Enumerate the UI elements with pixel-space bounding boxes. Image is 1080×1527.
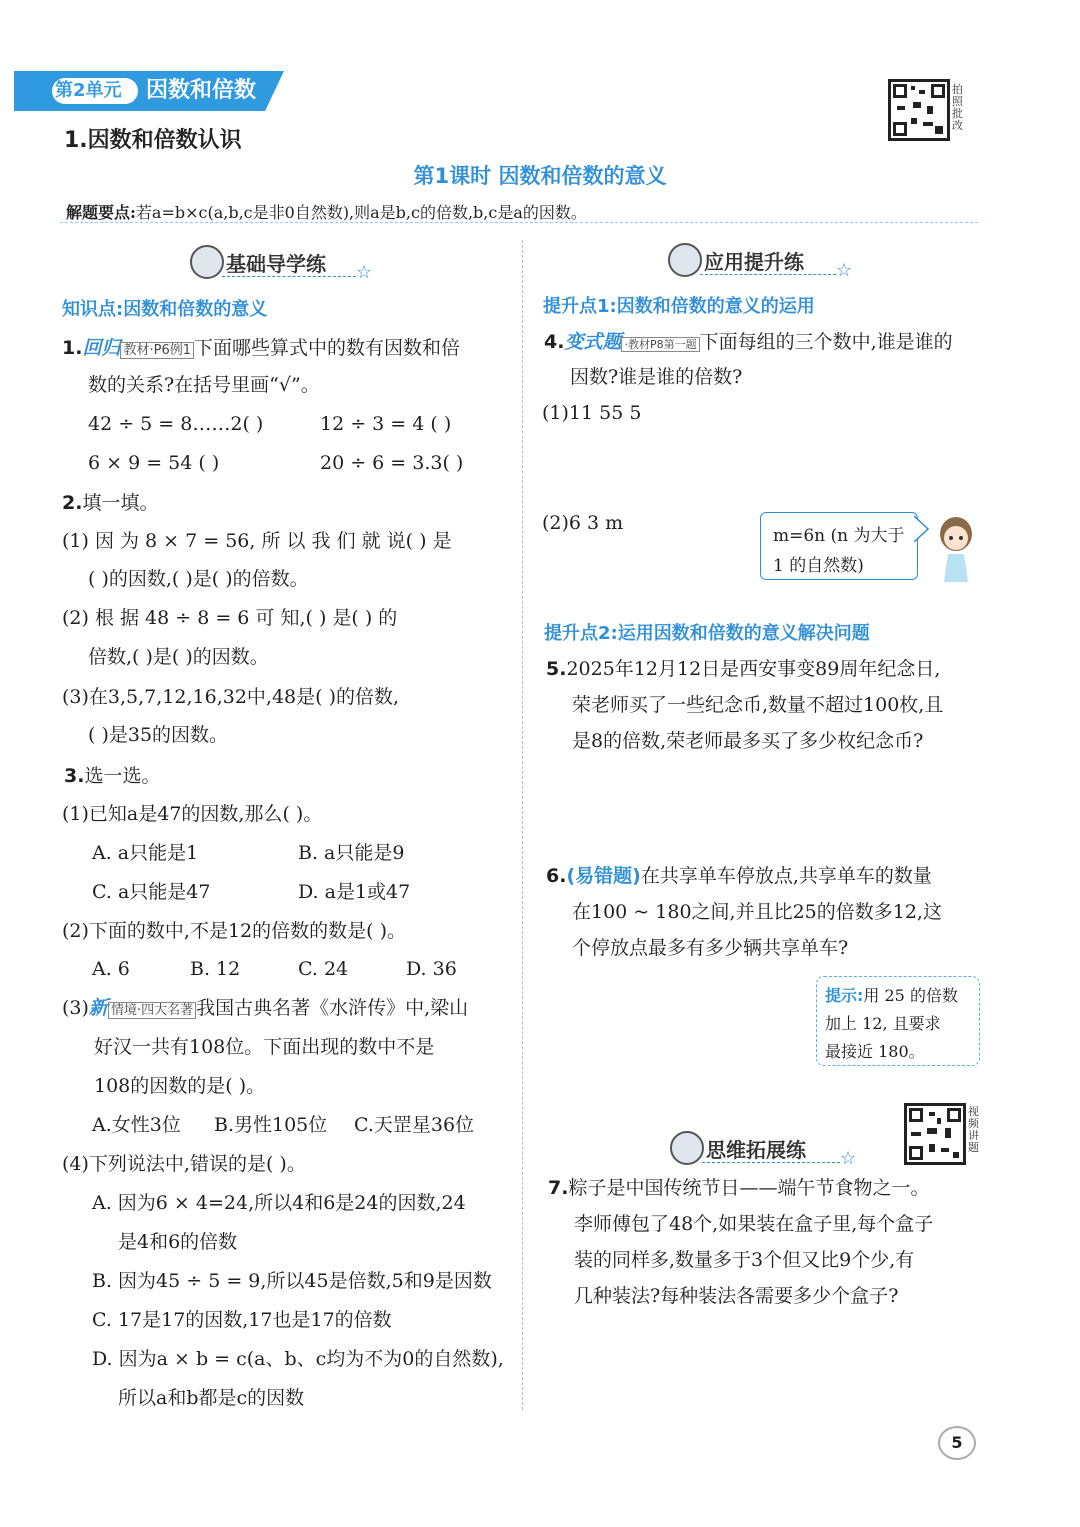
hint-label: 提示:: [825, 986, 864, 1005]
q3-p3-c: C.天罡星36位: [354, 1114, 475, 1136]
q2-line2: ( )的因数,( )是( )的倍数。: [88, 568, 309, 590]
q4-group1: (1)11 55 5: [542, 402, 642, 424]
q1-text-b: 数的关系?在括号里画“√”。: [88, 374, 320, 396]
q3-p2-d: D. 36: [406, 958, 457, 980]
q1-tag-sub: 教材·P6例1: [120, 342, 194, 359]
q3-p1-d: D. a是1或47: [298, 881, 411, 903]
q3-p3-line2: 好汉一共有108位。下面出现的数中不是: [94, 1036, 435, 1058]
q1-row1-b: 12 ÷ 3 = 4 ( ): [320, 413, 452, 435]
q1-line1: [62, 337, 460, 362]
q4-tag-main: 变式题: [564, 331, 622, 353]
bubble-line2: 1 的自然数): [773, 556, 864, 576]
q5-line1: [546, 658, 940, 680]
q6-line2: 在100 ~ 180之间,并且比25的倍数多12,这: [572, 901, 942, 923]
q2-line1: (1) 因 为 8 × 7 = 56, 所 以 我 们 就 说( ) 是: [62, 530, 452, 552]
q5-number: 5.: [546, 658, 567, 680]
mascot-icon: [668, 243, 702, 277]
hint-box: [816, 976, 980, 1066]
q6-line1: [546, 865, 932, 887]
q3-p4-a2: 是4和6的倍数: [118, 1231, 238, 1253]
q3-title-line: [64, 765, 160, 787]
q2-line5: (3)在3,5,7,12,16,32中,48是( )的倍数,: [62, 686, 400, 708]
q3-p2: (2)下面的数中,不是12的倍数的数是( )。: [62, 920, 406, 942]
q3-p4-c: C. 17是17的因数,17也是17的倍数: [92, 1309, 392, 1331]
qr-code-icon[interactable]: [888, 79, 950, 141]
q3-title: 选一选。: [84, 765, 161, 787]
header-underline: [700, 274, 836, 275]
q3-p2-c: C. 24: [298, 958, 349, 980]
q3-p4-d1: D. 因为a × b = c(a、b、c均为不为0的自然数),: [92, 1348, 504, 1370]
q3-number: 3.: [64, 765, 85, 787]
right-section-header: 应用提升练: [704, 250, 804, 274]
q4-tag-sub: ·教材P8第一题: [621, 337, 699, 352]
tip-label: 解题要点:: [66, 203, 136, 222]
q5-line3: 是8的倍数,荣老师最多买了多少枚纪念币?: [572, 730, 924, 752]
qr-code-icon[interactable]: [904, 1103, 966, 1165]
hint-text-1: 用 25 的倍数: [863, 986, 958, 1005]
mascot-icon: [190, 245, 224, 279]
q3-p3-a: A.女性3位: [92, 1114, 181, 1136]
q6-text-1: 在共享单车停放点,共享单车的数量: [640, 865, 932, 887]
q3-p4-a1: A. 因为6 × 4=24,所以4和6是24的因数,24: [92, 1192, 466, 1214]
girl-avatar-icon: [932, 512, 980, 584]
hint-line2: 加上 12, 且要求: [825, 1014, 941, 1033]
q3-p1-a: A. a只能是1: [92, 842, 199, 864]
qr-side-label-2: 视频讲题: [968, 1105, 979, 1154]
q3-p4: (4)下列说法中,错误的是( )。: [62, 1153, 306, 1175]
bubble-line1: m=6n (n 为大于: [773, 526, 905, 546]
q6-tag: (易错题): [566, 865, 641, 887]
q3-p3-prefix: (3): [62, 997, 89, 1019]
q5-line2: 荣老师买了一些纪念币,数量不超过100枚,且: [572, 694, 944, 716]
q5-text-1: 2025年12月12日是西安事变89周年纪念日,: [566, 658, 941, 680]
header-underline: [222, 276, 356, 277]
tip-text: 若a=b×c(a,b,c是非0自然数),则a是b,c的倍数,b,c是a的因数。: [135, 203, 587, 222]
q3-p4-b: B. 因为45 ÷ 5 = 9,所以45是倍数,5和9是因数: [92, 1270, 492, 1292]
q2-number: 2.: [62, 492, 83, 514]
q2-line3: (2) 根 据 48 ÷ 8 = 6 可 知,( ) 是( ) 的: [62, 607, 398, 629]
star-icon: ☆: [356, 262, 373, 283]
q7-text-1: 粽子是中国传统节日——端午节食物之一。: [568, 1177, 930, 1199]
q7-line4: 几种装法?每种装法各需要多少个盒子?: [574, 1285, 899, 1307]
page-number: 5: [938, 1426, 976, 1460]
point2-title: 提升点2:运用因数和倍数的意义解决问题: [544, 623, 870, 644]
hint-line3: 最接近 180。: [825, 1042, 925, 1061]
left-section-header: 基础导学练: [226, 252, 326, 276]
q3-p3-text: 我国古典名著《水浒传》中,梁山: [196, 997, 469, 1019]
tip-line: [66, 200, 587, 223]
q1-tag-main: 回归: [82, 337, 121, 359]
q4-line1: [544, 331, 953, 356]
q1-text-a: 下面哪些算式中的数有因数和倍: [193, 337, 460, 359]
q3-p3-tag-main: 新: [88, 997, 108, 1019]
lesson-title: 第1课时 因数和倍数的意义: [413, 164, 667, 188]
q4-number: 4.: [544, 331, 565, 353]
unit-title: 因数和倍数: [146, 78, 257, 103]
q1-row2-b: 20 ÷ 6 = 3.3( ): [320, 452, 464, 474]
q6-number: 6.: [546, 865, 567, 887]
q3-p1: (1)已知a是47的因数,那么( )。: [62, 803, 323, 825]
q3-p3-tag-sub: 情境·四大名著: [108, 1002, 196, 1019]
star-icon: ☆: [840, 1148, 857, 1169]
q4-text-a: 下面每组的三个数中,谁是谁的: [699, 331, 953, 353]
q4-text-b: 因数?谁是谁的倍数?: [570, 366, 743, 388]
q2-title: 填一填。: [82, 492, 159, 514]
q7-line2: 李师傅包了48个,如果装在盒子里,每个盒子: [574, 1213, 934, 1235]
q2-line4: 倍数,( )是( )的因数。: [88, 646, 269, 668]
q7-number: 7.: [548, 1177, 569, 1199]
knowledge-point: 知识点:因数和倍数的意义: [62, 299, 268, 320]
q3-p3-b: B.男性105位: [214, 1114, 328, 1136]
q2-line6: ( )是35的因数。: [88, 724, 229, 746]
q1-row2-a: 6 × 9 = 54 ( ): [88, 452, 220, 474]
qr-side-label: 拍照批改: [952, 83, 963, 132]
q3-p1-b: B. a只能是9: [298, 842, 405, 864]
column-divider: [522, 240, 523, 1410]
q7-line3: 装的同样多,数量多于3个但又比9个少,有: [574, 1249, 915, 1271]
q7-line1: [548, 1177, 929, 1199]
q3-p2-b: B. 12: [190, 958, 241, 980]
right-section-header-2: 思维拓展练: [706, 1138, 806, 1162]
q1-row1-a: 42 ÷ 5 = 8……2( ): [88, 413, 264, 435]
q3-p2-a: A. 6: [92, 958, 130, 980]
q6-line3: 个停放点最多有多少辆共享单车?: [572, 937, 849, 959]
hint-line1: [825, 983, 958, 1006]
mascot-icon: [670, 1131, 704, 1165]
section-title: 1.因数和倍数认识: [64, 128, 242, 153]
formula-bubble: [760, 512, 918, 580]
tip-divider: [60, 222, 978, 223]
bubble-tail-icon: [914, 514, 930, 544]
q2-title-line: [62, 492, 158, 514]
header-underline: [702, 1162, 840, 1163]
unit-badge: 第2单元: [55, 80, 122, 101]
q3-p1-c: C. a只能是47: [92, 881, 211, 903]
q1-number: 1.: [62, 337, 83, 359]
star-icon: ☆: [836, 260, 853, 281]
q3-p4-d2: 所以a和b都是c的因数: [118, 1387, 305, 1409]
q3-p3-line1: [62, 997, 468, 1022]
point1-title: 提升点1:因数和倍数的意义的运用: [543, 296, 815, 317]
q3-p3-line3: 108的因数的是( )。: [94, 1075, 266, 1097]
q4-group2: (2)6 3 m: [542, 512, 624, 534]
